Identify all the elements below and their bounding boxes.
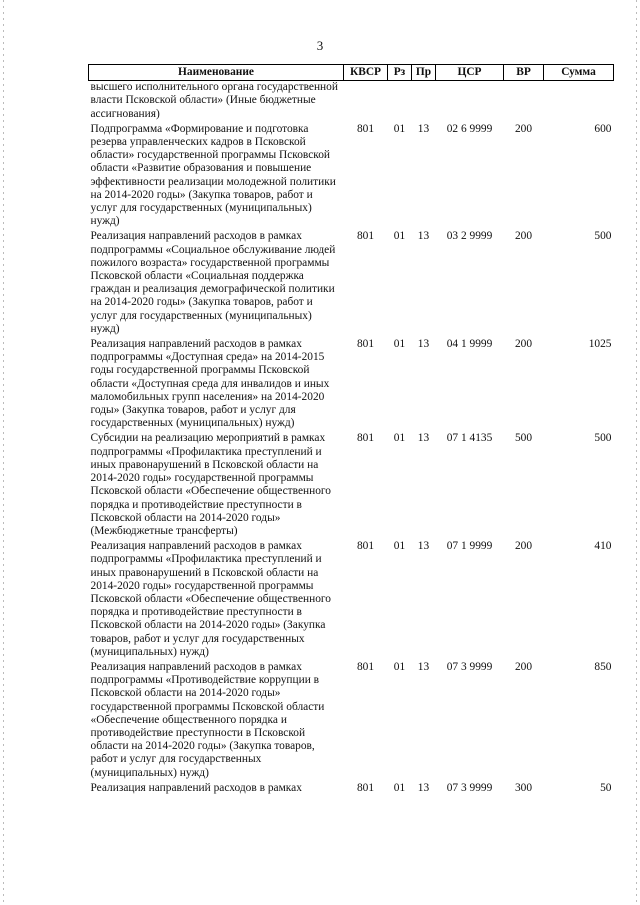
row-pr: 13 <box>417 230 430 243</box>
scan-edge-right <box>636 0 637 905</box>
row-pr: 13 <box>417 540 430 553</box>
row-csr: 07 1 4135 <box>446 432 493 445</box>
table-row <box>89 123 614 231</box>
header-csr: ЦСР <box>436 65 504 81</box>
header-name: Наименование <box>89 65 344 81</box>
row-csr: 02 6 9999 <box>446 122 493 135</box>
row-pr <box>412 81 436 123</box>
row-sum: 850 <box>594 660 612 673</box>
row-sum: 1025 <box>588 338 612 351</box>
row-kvsr: 801 <box>356 781 375 794</box>
header-sum: Сумма <box>544 65 614 81</box>
row-kvsr: 801 <box>356 540 375 553</box>
row-vr: 200 <box>514 540 533 553</box>
row-rz: 01 <box>393 432 406 445</box>
header-pr: Пр <box>412 65 436 81</box>
row-name: Субсидии на реализацию мероприятий в рамках подпрограммы «Профилактика преступлений и иных правонарушений в Псковской области на 2014-2020 годы» государственной программы Псковской области «Обеспечение общественного порядка и противодействие преступности в Псковской области на 2014-2020 годы» (Межбюджетные трансферты) <box>90 432 331 537</box>
row-sum: 50 <box>600 781 612 794</box>
table-row <box>89 81 614 123</box>
row-csr: 07 3 9999 <box>446 660 493 673</box>
row-vr: 200 <box>514 122 533 135</box>
row-vr: 200 <box>514 660 533 673</box>
table-header-row <box>89 65 614 81</box>
row-kvsr <box>344 81 388 123</box>
row-pr: 13 <box>417 338 430 351</box>
table-row <box>89 661 614 782</box>
scan-edge-left <box>3 0 4 905</box>
row-kvsr: 801 <box>356 122 375 135</box>
row-csr: 07 3 9999 <box>446 781 493 794</box>
row-vr: 200 <box>514 230 533 243</box>
row-rz: 01 <box>393 781 406 794</box>
row-name: высшего исполнительного органа государственной власти Псковской области» (Иные бюджетные ассигнования) <box>90 81 338 120</box>
row-sum: 500 <box>594 432 612 445</box>
table-row <box>89 540 614 661</box>
row-kvsr: 801 <box>356 230 375 243</box>
row-kvsr: 801 <box>356 432 375 445</box>
row-name: Реализация направлений расходов в рамках подпрограммы «Доступная среда» на 2014-2015 годы государственной программы Псковской области «Доступная среда для инвалидов и иных маломобильных групп населения» на 2014-2020 годы» (Закупка товаров, работ и услуг для государственных (муниципальных) нужд) <box>90 338 330 430</box>
row-vr: 500 <box>514 432 533 445</box>
row-csr <box>436 81 504 123</box>
table-row <box>89 782 614 797</box>
row-rz: 01 <box>393 338 406 351</box>
row-pr: 13 <box>417 122 430 135</box>
row-pr: 13 <box>417 432 430 445</box>
row-kvsr: 801 <box>356 338 375 351</box>
table-row <box>89 338 614 432</box>
row-pr: 13 <box>417 781 430 794</box>
row-kvsr: 801 <box>356 660 375 673</box>
row-csr: 03 2 9999 <box>446 230 493 243</box>
row-vr <box>504 81 544 123</box>
header-vr: ВР <box>504 65 544 81</box>
row-rz: 01 <box>393 230 406 243</box>
header-kvsr: КВСР <box>344 65 388 81</box>
row-vr: 200 <box>514 338 533 351</box>
row-rz <box>388 81 412 123</box>
row-name: Реализация направлений расходов в рамках подпрограммы «Социальное обслуживание людей пожилого возраста» государственной программы Псковской области «Социальная поддержка граждан и реализация демографической политики на 2014-2020 годы» (Закупка товаров, работ и услуг для государственных (муниципальных) нужд) <box>90 230 336 335</box>
row-name: Реализация направлений расходов в рамках подпрограммы «Противодействие коррупции в Псковской области на 2014-2020 годы» государственной программы Псковской области «Обеспечение общественного порядка и противодействие преступности в Псковской области на 2014-2020 годы» (Закупка товаров, работ и услуг для государственных (муниципальных) нужд) <box>90 660 325 779</box>
row-sum: 600 <box>594 122 612 135</box>
row-rz: 01 <box>393 660 406 673</box>
row-rz: 01 <box>393 122 406 135</box>
row-name: Подпрограмма «Формирование и подготовка резерва управленческих кадров в Псковской области» государственной программы Псковской области «Развитие образования и повышение эффективности реализации молодежной политики на 2014-2020 годы» (Закупка товаров, работ и услуг для государственных (муниципальных) нужд) <box>90 122 336 228</box>
row-rz: 01 <box>393 540 406 553</box>
row-sum: 500 <box>594 230 612 243</box>
row-csr: 04 1 9999 <box>446 338 493 351</box>
row-vr: 300 <box>514 781 533 794</box>
page-number: 3 <box>316 38 324 53</box>
budget-table <box>88 64 614 797</box>
header-rz: Рз <box>388 65 412 81</box>
table-row <box>89 230 614 338</box>
row-csr: 07 1 9999 <box>446 540 493 553</box>
row-name: Реализация направлений расходов в рамках подпрограммы «Профилактика преступлений и иных правонарушений в Псковской области на 2014-2020 годы» государственной программы Псковской области «Обеспечение общественного порядка и противодействие преступности в Псковской области на 2014-2020 годы» (Закупка товаров, работ и услуг для государственных (муниципальных) нужд) <box>90 540 331 658</box>
table-row <box>89 432 614 540</box>
row-pr: 13 <box>417 660 430 673</box>
row-sum <box>544 81 614 123</box>
row-sum: 410 <box>594 540 612 553</box>
row-name: Реализация направлений расходов в рамках <box>90 781 302 794</box>
